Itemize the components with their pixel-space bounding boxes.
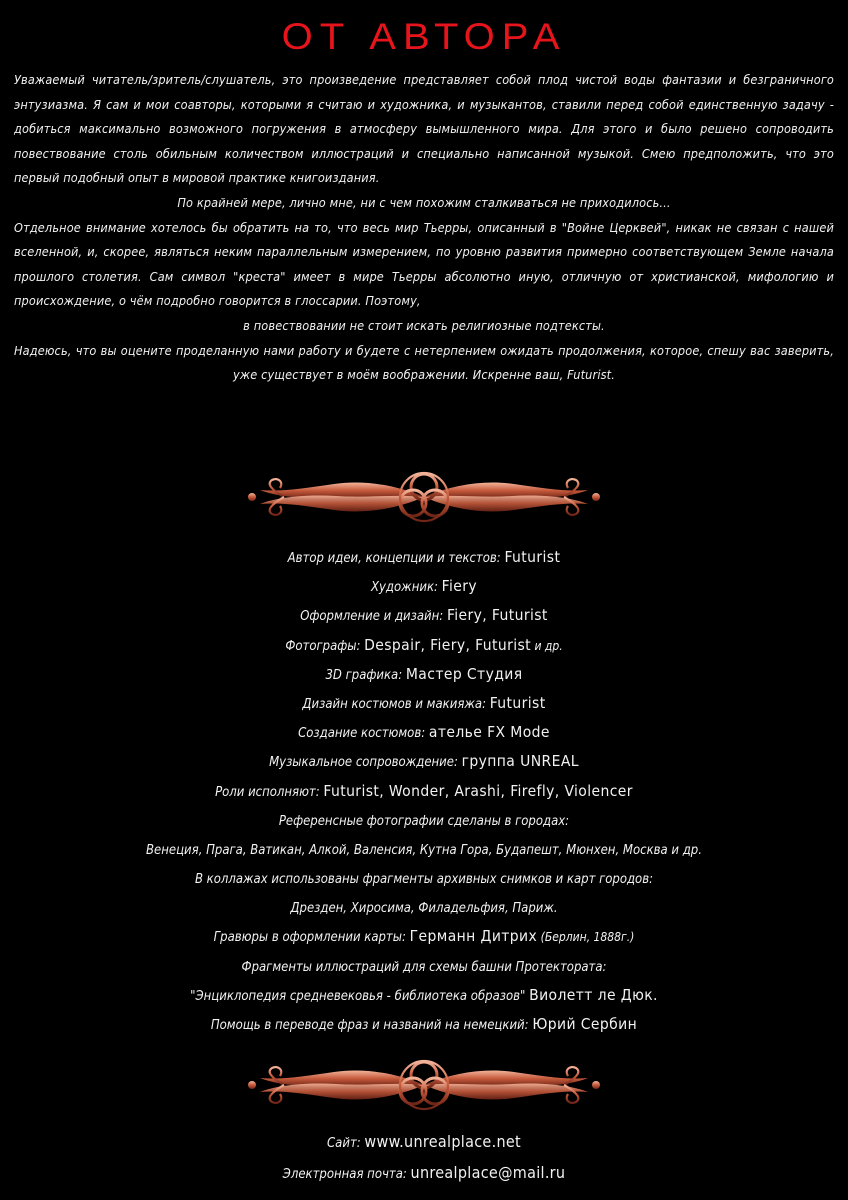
credit-label: Гравюры в оформлении карты: [213, 930, 410, 946]
intro-paragraph: в повествовании не стоит искать религиозные подтексты. [243, 317, 605, 333]
credit-row [0, 689, 848, 718]
credit-label: В коллажах использованы фрагменты архивных снимков и карт городов: [194, 872, 654, 888]
credit-label: "Энциклопедия средневековья - библиотека образов" [190, 988, 530, 1004]
credit-row [0, 601, 848, 630]
credit-row [0, 952, 848, 981]
email-row [0, 1158, 848, 1189]
contacts [0, 1127, 848, 1189]
credit-row [0, 572, 848, 601]
credit-value: Futurist [489, 693, 546, 712]
credits-list [0, 543, 848, 1039]
credit-label: Фотографы: [285, 638, 365, 654]
credit-tail: (Берлин, 1888г.) [537, 930, 635, 945]
intro-text [14, 68, 834, 388]
credit-label: Помощь в переводе фраз и названий на немецкий: [210, 1018, 533, 1033]
site-link[interactable]: www.unrealplace.net [364, 1132, 521, 1151]
credit-row [0, 835, 848, 864]
credit-row [0, 981, 848, 1010]
credit-value: Despair, Fiery, Futurist [364, 635, 532, 654]
credit-row [0, 543, 848, 572]
credit-label: Референсные фотографии сделаны в городах: [278, 813, 570, 829]
credit-row [0, 806, 848, 835]
intro-paragraph: Надеюсь, что вы оцените проделанную нами работу и будете с нетерпением ожидать продолжения, которое, спешу вас заверить, уже существует в моём воображении. Искренне ваш, Futurist. [14, 342, 834, 383]
intro-paragraph: Уважаемый читатель/зритель/слушатель, это произведение представляет собой плод чистой воды фантазии и безграничного энтузиазма. Я сам и мои соавторы, которыми я считаю и художника, и музыкантов, ставили перед собой единственную задачу - добиться максимально возможного погружения в атмосферу вымышленного мира. Для этого и было решено сопроводить повествование столь обильным количеством иллюстраций и специально написанной музыкой. Смею предположить, что это первый подобный опыт в мировой практике книгоиздания. [14, 72, 834, 186]
credit-row [0, 922, 848, 951]
credit-value: группа UNREAL [461, 752, 579, 771]
credit-label: 3D графика: [325, 667, 406, 683]
credit-value: Мастер Студия [405, 664, 523, 683]
credit-label: Художник: [370, 580, 442, 596]
credit-tail: и др. [531, 638, 563, 653]
credit-label: Роли исполняют: [215, 784, 324, 800]
credit-label: Музыкальное сопровождение: [269, 755, 462, 771]
celtic-knot-flourish-icon [244, 1058, 604, 1112]
intro-paragraph: Отдельное внимание хотелось бы обратить на то, что весь мир Тьерры, описанный в "Войне Церквей", никак не связан с нашей вселенной, и, скорее, являться неким параллельным измерением, по уровню развития примерно соответствующем Земле начала прошлого столетия. Сам символ "креста" имеет в мире Тьерры абсолютно иную, отличную от христианской, мифологию и происхождение, о чём подробно говорится в глоссарии. Поэтому, [14, 219, 834, 309]
credit-row [0, 1010, 848, 1039]
page-title: ОТ АВТОРА [281, 16, 567, 58]
site-label: Сайт: [327, 1136, 365, 1151]
email-label: Электронная почта: [282, 1167, 411, 1182]
intro-paragraph: По крайней мере, лично мне, ни с чем похожим сталкиваться не приходилось... [177, 194, 671, 210]
site-row [0, 1127, 848, 1158]
credit-row [0, 718, 848, 747]
credit-label: Венеция, Прага, Ватикан, Алкой, Валенсия, Кутна Гора, Будапешт, Мюнхен, Москва и др. [146, 842, 702, 858]
credit-label: Дизайн костюмов и макияжа: [302, 696, 490, 712]
credit-row [0, 864, 848, 893]
credit-value: Futurist, Wonder, Arashi, Firefly, Violencer [323, 781, 633, 800]
credit-value: Futurist [504, 548, 561, 566]
credit-label: Оформление и дизайн: [300, 609, 447, 625]
credit-label: Автор идеи, концепции и текстов: [287, 551, 505, 566]
credit-value: Fiery [441, 577, 478, 596]
credit-row [0, 660, 848, 689]
credit-row [0, 747, 848, 776]
credit-value: Германн Дитрих [409, 927, 538, 946]
credit-label: Создание костюмов: [298, 726, 429, 742]
credit-value: Виолетт ле Дюк. [529, 985, 658, 1004]
email-link[interactable]: unrealplace@mail.ru [410, 1163, 566, 1182]
credit-row [0, 777, 848, 806]
credit-value: ателье FX Mode [428, 723, 550, 742]
credit-label: Дрезден, Хиросима, Филадельфия, Париж. [290, 901, 558, 917]
credit-value: Fiery, Futurist [446, 606, 548, 625]
celtic-knot-flourish-icon [244, 470, 604, 524]
credit-value: Юрий Сербин [532, 1015, 638, 1033]
credit-row [0, 631, 848, 660]
credit-label: Фрагменты иллюстраций для схемы башни Протектората: [241, 959, 607, 975]
credit-row [0, 893, 848, 922]
